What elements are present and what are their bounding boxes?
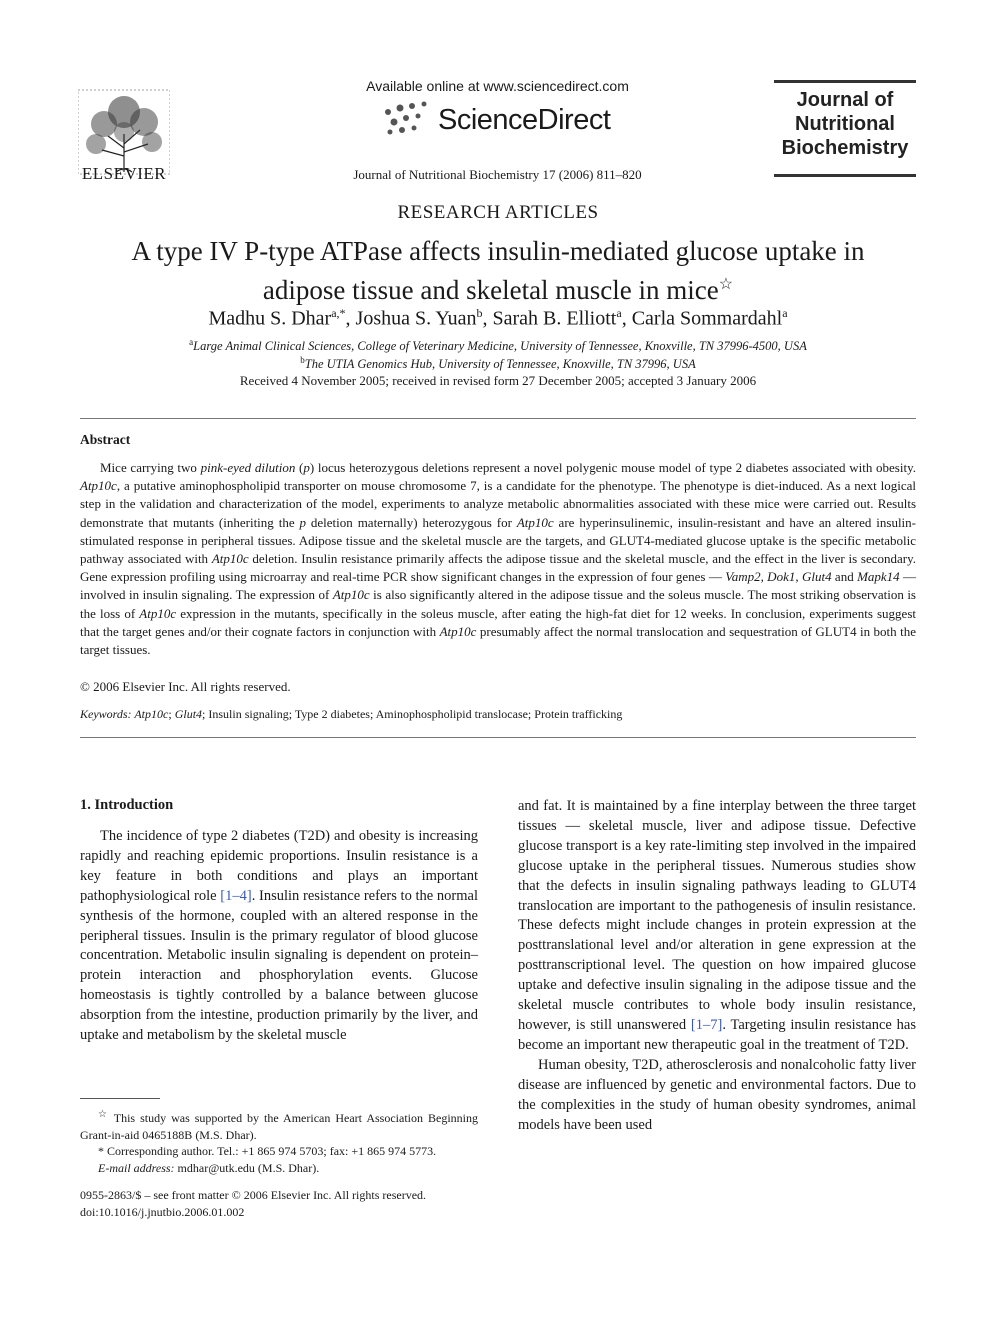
author-name: Sarah B. Elliott xyxy=(492,307,617,330)
abstract-body xyxy=(80,459,916,659)
italic-term: Atp10c xyxy=(131,707,169,721)
journal-name-line: Journal of xyxy=(796,89,894,111)
italic-term: pink-eyed dilution xyxy=(200,460,296,475)
journal-name xyxy=(774,88,916,160)
author-list: Madhu S. Dhar$^{a,*}$, Joshua S. Yuan$^b$, Sarah B. Elliott$^a$, Carla Sommardahl$^a$ xyxy=(208,306,788,330)
author-affil-mark: a xyxy=(782,306,788,320)
left-column xyxy=(80,827,478,1046)
email-footnote xyxy=(80,1160,478,1177)
intro-paragraph: The incidence of type 2 diabetes (T2D) and obesity is increasing rapidly and reaching epidemic proportions. Insulin resistance is a key feature in both conditions and plays an important pathophysiological role [1–4]. Insulin resistance refers to the normal synthesis of the hormone, coupled with an altered response in the peripheral tissues. Insulin is the primary regulator of blood glucose concentration. Metabolic insulin signaling is dependent on protein–protein interaction and phosphorylation events. Glucose homeostasis is tightly controlled by a balance between glucose absorption from the intestine, production primarily by the liver, and uptake and metabolism by the skeletal muscle xyxy=(80,828,478,1044)
abstract-copyright: © 2006 Elsevier Inc. All rights reserved. xyxy=(80,679,291,694)
journal-rule-bottom xyxy=(774,174,916,177)
section-label: RESEARCH ARTICLES xyxy=(397,202,599,223)
italic-term: Mapk14 xyxy=(857,569,900,585)
author-name: Carla Sommardahl xyxy=(631,307,783,330)
italic-term: Glut4 xyxy=(174,707,203,721)
journal-citation: Journal of Nutritional Biochemistry 17 (2006) 811–820 xyxy=(353,167,642,182)
keywords xyxy=(80,707,916,722)
received-dates: Received 4 November 2005; received in revised form 27 December 2005; accepted 3 January 2006 xyxy=(239,373,757,388)
journal-name-line: Biochemistry xyxy=(781,137,909,159)
asterisk-mark: * xyxy=(98,1144,104,1158)
intro-paragraph-continued: and fat. It is maintained by a fine interplay between the three target tissues — skeletal muscle, liver and adipose tissue. Defective glucose transport is a key rate-limiting step involved in the impaired glucose uptake in the peripheral tissues. Numerous studies show that the defects in insulin signaling pathways leading to GLUT4 translocation are important to the pathogenesis of insulin resistance. These defects might include changes in protein expression at the posttranslational level and/or alteration in gene expression at the posttranscriptional level. The question on how impaired glucose uptake and defective insulin signaling in the adipose tissue and the skeletal muscle contributes to whole body insulin resistance, however, is still unanswered [1–7]. Targeting insulin resistance has become an important new therapeutic goal in the treatment of T2D. xyxy=(518,798,916,1053)
title-line-2: adipose tissue and skeletal muscle in mice xyxy=(262,275,719,305)
journal-rule-top xyxy=(774,80,916,83)
sciencedirect-dots-icon xyxy=(380,100,440,140)
abstract-rule-top xyxy=(80,418,916,419)
title-line-1: A type IV P-type ATPase affects insulin-mediated glucose uptake in xyxy=(131,236,865,266)
affil-mark: b xyxy=(300,355,305,365)
italic-term: Atp10c xyxy=(439,623,477,639)
doi-line[interactable]: doi:10.1016/j.jnutbio.2006.01.002 xyxy=(80,1205,245,1219)
sciencedirect-wordmark: ScienceDirect xyxy=(438,104,611,136)
italic-term: Atp10c xyxy=(139,605,177,621)
corresponding-text: Corresponding author. Tel.: +1 865 974 5703; fax: +1 865 974 5773. xyxy=(107,1144,437,1158)
available-online-line: Available online at www.sciencedirect.com xyxy=(366,78,629,94)
affiliation-b xyxy=(80,355,916,372)
italic-term: Atp10c xyxy=(332,587,370,603)
author-name: Joshua S. Yuan xyxy=(355,307,477,330)
italic-term: Glut4 xyxy=(801,569,832,585)
affil-text: Large Animal Clinical Sciences, College of Veterinary Medicine, University of Tennessee, Knoxville, TN 37996-4500, USA xyxy=(193,339,807,354)
introduction-heading: 1. Introduction xyxy=(80,797,174,813)
issn-line: 0955-2863/$ – see front matter © 2006 Elsevier Inc. All rights reserved. xyxy=(80,1188,427,1202)
affil-text: The UTIA Genomics Hub, University of Tennessee, Knoxville, TN 37996, USA xyxy=(304,357,696,372)
star-mark: ☆ xyxy=(98,1109,109,1120)
corresponding-footnote xyxy=(80,1143,478,1160)
footnote-rule xyxy=(80,1098,160,1099)
italic-term: p xyxy=(303,460,310,475)
citation-link[interactable]: [1–7] xyxy=(690,1016,723,1033)
author-name: Madhu S. Dhar xyxy=(208,307,332,330)
elsevier-wordmark: ELSEVIER xyxy=(81,164,167,183)
keywords-label: Keywords: xyxy=(80,707,132,721)
citation-link[interactable]: [1–4] xyxy=(220,887,252,904)
italic-term: Atp10c xyxy=(211,551,249,567)
abstract-rule-bottom xyxy=(80,737,916,738)
right-column xyxy=(518,797,916,1135)
keywords-list: Atp10c; Glut4; Insulin signaling; Type 2 diabetes; Aminophospholipid translocase; Protein trafficking xyxy=(131,707,623,721)
italic-term: Atp10c xyxy=(80,478,117,494)
footnotes xyxy=(80,1107,478,1176)
italic-term: Vamp2, Dok1 xyxy=(725,569,796,585)
author-affil-mark: a xyxy=(616,306,622,320)
italic-term: Atp10c xyxy=(516,514,554,530)
funding-footnote xyxy=(80,1107,478,1143)
author-affil-mark: a,* xyxy=(331,306,346,320)
affiliation-a xyxy=(80,337,916,354)
title-star-icon[interactable]: ☆ xyxy=(718,276,734,293)
intro-paragraph: Human obesity, T2D, atherosclerosis and nonalcoholic fatty liver disease are influenced by genetic and environmental factors. Due to the complexities in the study of human obesity syndromes, animal models have been used xyxy=(518,1056,916,1133)
funding-text: This study was supported by the American Heart Association Beginning Grant-in-aid 0465188B (M.S. Dhar). xyxy=(80,1111,478,1142)
abstract-text: Mice carrying two pink-eyed dilution (p) locus heterozygous deletions represent a novel polygenic mouse model of type 2 diabetes associated with obesity. Atp10c, a putative aminophospholipid transporter on mouse chromosome 7, is a candidate for the phenotype. The phenotype is diet-induced. As a next logical step in the validation and characterization of the model, experiments to analyze metabolic abnormalities associated with these mice were carried out. Results demonstrate that mutants (inheriting the p deletion maternally) heterozygous for Atp10c are hyperinsulinemic, insulin-resistant and have an altered insulin-stimulated response in peripheral tissues. Adipose tissue and the skeletal muscle are the targets, and GLUT4-mediated glucose uptake is the specific metabolic pathway associated with Atp10c deletion. Insulin resistance primarily affects the adipose tissue and the skeletal muscle, and the effect in the liver is secondary. Gene expression profiling using microarray and real-time PCR show significant changes in the expression of four genes — Vamp2, Dok1, Glut4 and Mapk14 — involved in insulin signaling. The expression of Atp10c is also significantly altered in the adipose tissue and the soleus muscle. The most striking observation is the loss of Atp10c expression in the mutants, specifically in the soleus muscle, after eating the high-fat diet for 12 weeks. In conclusion, experiments suggest that the target genes and/or their cognate factors in conjunction with Atp10c presumably affect the normal translocation and sequestration of GLUT4 in both the target tissues. xyxy=(80,460,917,658)
affil-mark: a xyxy=(189,337,194,347)
abstract-heading: Abstract xyxy=(80,432,131,447)
author-affil-mark: b xyxy=(476,306,483,320)
article-title xyxy=(90,234,906,307)
issn-block xyxy=(80,1187,478,1221)
email-label: E-mail address: xyxy=(98,1160,175,1175)
journal-name-line: Nutritional xyxy=(795,113,895,135)
italic-term: p xyxy=(299,514,306,530)
email-address[interactable]: mdhar@utk.edu (M.S. Dhar). xyxy=(177,1160,320,1175)
